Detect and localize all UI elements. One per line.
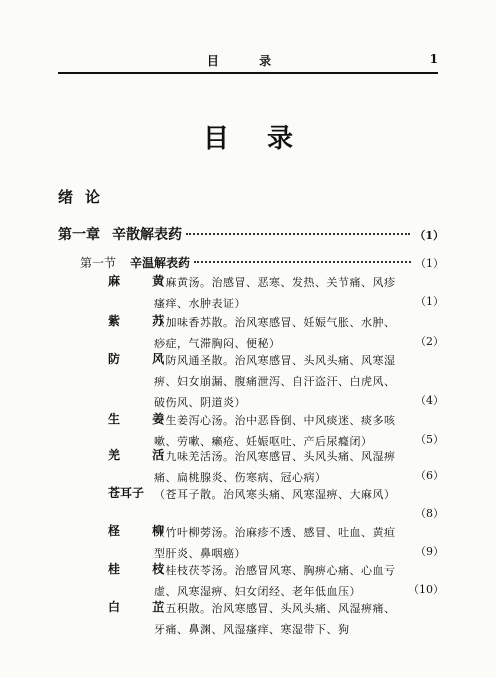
header-rule [58,72,438,74]
entry-baizhi[interactable] [108,598,444,640]
herb-name: 白 芷 [108,600,179,614]
entry-page: （2） [415,335,444,348]
running-header-page: 1 [429,52,438,66]
running-header [58,52,438,72]
herb-name: 紫 苏 [108,314,179,328]
entry-page: （6） [415,469,444,482]
entry-zisu[interactable] [108,312,444,354]
herb-name: 羌 活 [108,448,179,462]
herb-description: （九味羌活汤。治风寒感冒、头风头痛、风湿痹痛、扁桃腺炎、伤寒病、冠心病） [154,450,396,484]
entry-mahuang[interactable] [108,272,444,314]
herb-description: （五积散。治风寒感冒、头风头痛、风湿痹痛、牙痛、鼻渊、风湿瘙痒、寒湿带下、狗 [154,602,396,636]
entry-guizhi[interactable] [108,560,444,602]
section-title: 辛温解表药 [130,256,191,270]
herb-name: 桂 枝 [108,562,179,576]
herb-name: 苍耳子 [108,486,145,500]
herb-description: （防风通圣散。治风寒感冒、头风头痛、风寒湿痹、妇女崩漏、腹痛泄泻、自汗盗汗、白虎风、破伤风、阴道炎） [154,354,396,409]
herb-name: 柽 柳 [108,524,179,538]
entry-page: （4） [415,394,444,407]
herb-name: 防 风 [108,352,179,366]
entry-qianghuo[interactable] [108,446,444,488]
herb-description: （加味香苏散。治风寒感冒、妊娠气胀、水肿、痧症，气滞胸闷、便秘） [154,316,396,350]
entry-page: （10） [408,583,444,596]
section-row[interactable] [58,254,444,271]
herb-description: （生姜泻心汤。治中恶昏倒、中风痰迷、痰多咳嗽、劳嗽、癞疮、妊娠呕吐、产后尿癃闭） [154,414,396,448]
entry-page: （9） [415,545,444,558]
entry-fangfeng[interactable] [108,350,444,413]
page-title: 目录 [202,124,331,154]
running-header-title: 目 录 [206,54,290,68]
herb-description: （麻黄汤。治感冒、恶寒、发热、关节痛、风疹瘙痒、水肿表证） [154,276,396,310]
chapter-number: 第一章 [58,227,100,243]
section-number: 第一节 [80,256,117,270]
herb-description: （桂枝茯苓汤。治感冒风寒、胸痹心痛、心血亏虚、风寒湿痹、妇女闭经、老年低血压） [154,564,396,598]
herb-description: （竹叶柳蒡汤。治麻疹不透、感冒、吐血、黄疸型肝炎、鼻咽癌） [154,526,396,560]
intro-heading: 绪论 [58,188,113,206]
entry-page: （5） [415,433,444,446]
entry-page: （1） [415,295,444,308]
dot-leader [194,261,411,263]
herb-name: 麻 黄 [108,274,179,288]
herb-description: （苍耳子散。治风寒头痛、风寒湿痹、大麻风） [154,488,396,501]
chapter-page: （1） [414,229,444,242]
entry-chengliu[interactable] [108,522,444,564]
chapter-title: 辛散解表药 [112,227,182,243]
dot-leader [186,233,410,235]
chapter-row[interactable] [58,224,444,244]
entry-cangerzi[interactable] [108,484,444,526]
herb-name: 生 姜 [108,412,179,426]
entry-page: （8） [415,507,444,520]
section-page: （1） [415,257,444,270]
